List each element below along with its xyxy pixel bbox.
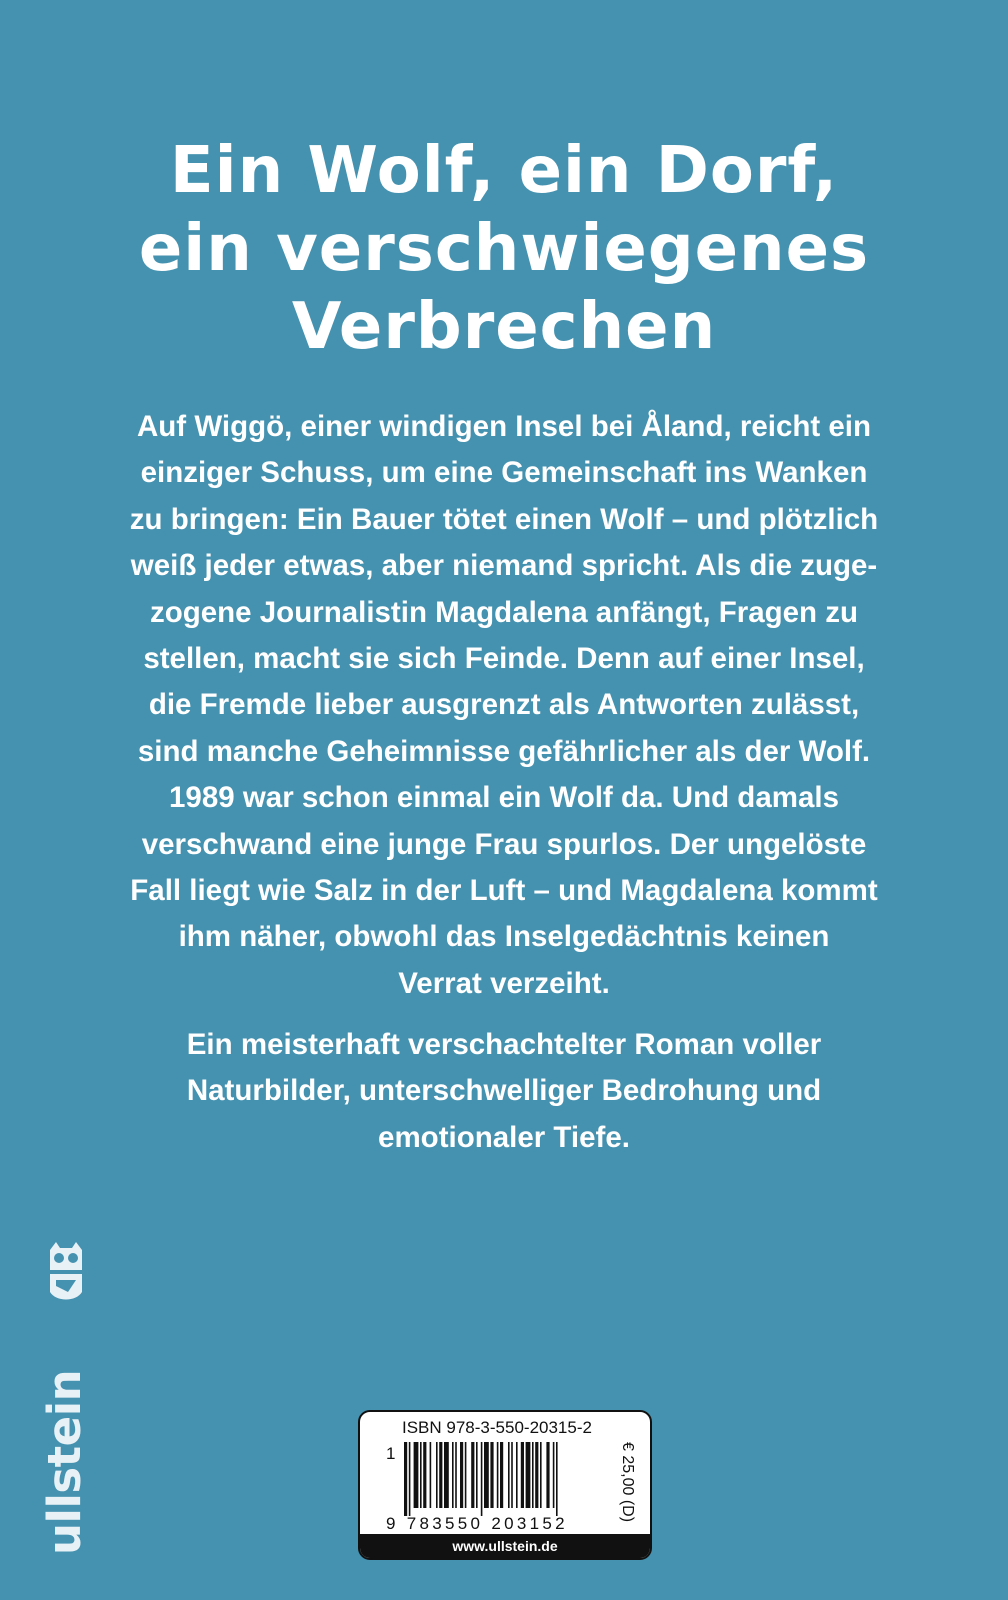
blurb-line: weiß jeder etwas, aber niemand spricht. Als die zuge- xyxy=(130,549,878,583)
barcode-bar xyxy=(409,1442,411,1516)
barcode-bar xyxy=(511,1442,513,1508)
publisher-logo: ullstein xyxy=(38,1369,91,1555)
barcode-bar xyxy=(420,1442,422,1508)
barcode-leading-digit: 1 xyxy=(386,1444,396,1463)
barcode-bar xyxy=(471,1442,474,1508)
headline-line: Verbrechen xyxy=(291,290,717,364)
barcode-icon xyxy=(404,1442,604,1516)
blurb-line: einziger Schuss, um eine Gemeinschaft ins Wanken xyxy=(140,456,868,490)
barcode-label xyxy=(358,1410,652,1560)
blurb-line: ihm näher, obwohl das Inselgedächtnis keinen xyxy=(178,920,830,954)
barcode-bar xyxy=(516,1442,518,1508)
tagline-line: Ein meisterhaft verschachtelter Roman voller xyxy=(186,1028,822,1061)
tagline-line: Naturbilder, unterschwelliger Bedrohung und xyxy=(186,1074,822,1108)
barcode-digits: 9 783550 203152 xyxy=(386,1514,568,1533)
barcode-bar xyxy=(556,1442,558,1516)
blurb-line: Verrat verzeiht. xyxy=(398,966,610,1000)
barcode-bar xyxy=(540,1442,542,1508)
headline xyxy=(0,132,1008,366)
price-label: € 25,00 (D) xyxy=(619,1442,636,1523)
barcode-bar xyxy=(553,1442,555,1508)
blurb-line: Auf Wiggö, einer windigen Insel bei Åland, reicht ein xyxy=(136,410,872,443)
blurb-text xyxy=(90,404,918,1007)
blurb-line: Fall liegt wie Salz in der Luft – und Magdalena kommt xyxy=(130,874,878,908)
blurb-line: 1989 war schon einmal ein Wolf da. Und damals xyxy=(169,781,839,815)
barcode-bar xyxy=(546,1442,549,1508)
barcode-bar xyxy=(484,1442,489,1508)
isbn-number: ISBN 978-3-550-20315-2 xyxy=(402,1418,592,1437)
barcode-bar xyxy=(465,1442,467,1508)
barcode-bar xyxy=(535,1442,538,1508)
blurb-line: die Fremde lieber ausgrenzt als Antworten zulässt, xyxy=(148,688,860,722)
barcode-bar xyxy=(532,1442,534,1508)
tagline-line: emotionaler Tiefe. xyxy=(378,1120,630,1154)
barcode-bar xyxy=(476,1442,478,1508)
blurb-line: zu bringen: Ein Bauer tötet einen Wolf – und plötzlich xyxy=(129,502,879,536)
barcode-bar xyxy=(439,1442,442,1508)
barcode-bar xyxy=(508,1442,510,1508)
barcode-bar xyxy=(423,1442,426,1508)
barcode-bar xyxy=(526,1442,531,1508)
barcode-bar xyxy=(452,1442,454,1508)
barcode-bar xyxy=(430,1442,432,1508)
barcode-bar xyxy=(490,1442,493,1508)
barcode-bar xyxy=(521,1442,524,1508)
barcode-bar xyxy=(444,1442,449,1508)
barcode-bar xyxy=(500,1442,503,1508)
barcode-bar xyxy=(481,1442,483,1516)
barcode-bar xyxy=(436,1442,438,1508)
owl-icon xyxy=(46,1240,86,1306)
headline-line: Ein Wolf, ein Dorf, xyxy=(169,134,839,208)
barcode-bar xyxy=(460,1442,463,1508)
tagline xyxy=(90,1022,918,1161)
blurb-line: zogene Journalistin Magdalena anfängt, Fragen zu xyxy=(149,595,859,629)
publisher-url: www.ullstein.de xyxy=(360,1534,650,1558)
headline-line: ein verschwiegenes xyxy=(138,212,870,286)
blurb-line: sind manche Geheimnisse gefährlicher als der Wolf. xyxy=(137,734,871,768)
blurb-line: stellen, macht sie sich Feinde. Denn auf einer Insel, xyxy=(143,642,865,676)
barcode-bar xyxy=(497,1442,499,1508)
barcode-bar xyxy=(404,1442,407,1516)
barcode-bar xyxy=(455,1442,457,1508)
blurb-line: verschwand eine junge Frau spurlos. Der ungelöste xyxy=(141,827,867,861)
barcode-bar xyxy=(414,1442,419,1508)
